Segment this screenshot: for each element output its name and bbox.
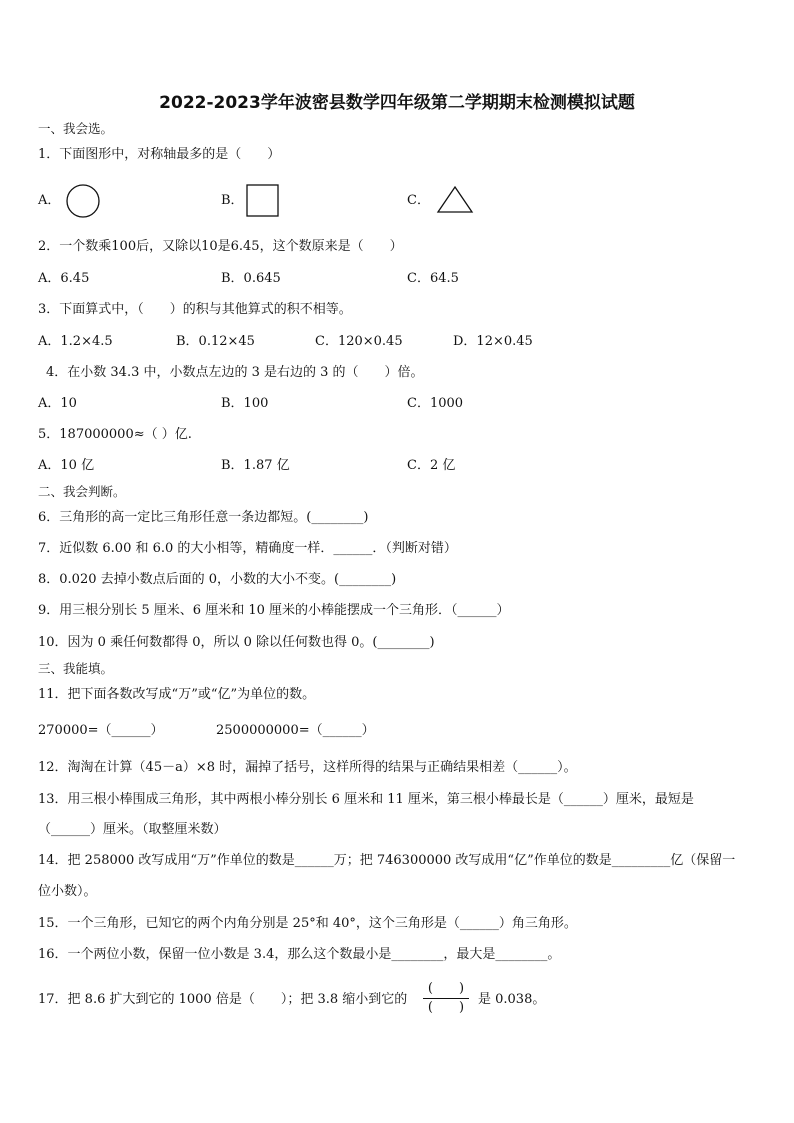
question-1-option-a: A． bbox=[38, 193, 61, 208]
question-2-option-a: A．6.45 bbox=[38, 271, 90, 286]
question-2-stem: 2．一个数乘100后，又除以10是6.45，这个数原来是（ ） bbox=[38, 239, 403, 254]
question-11-stem: 11．把下面各数改写成“万”或“亿”为单位的数。 bbox=[38, 687, 316, 702]
question-2-option-b: B．0.645 bbox=[221, 271, 281, 286]
question-8: 8．0.020 去掉小数点后面的 0，小数的大小不变。(________) bbox=[38, 572, 397, 587]
section-heading-judge: 二、我会判断。 bbox=[38, 484, 126, 499]
question-13-line2: （______）厘米。（取整厘米数） bbox=[38, 822, 227, 837]
question-3-option-b: B．0.12×45 bbox=[176, 334, 255, 349]
question-5-option-c: C．2 亿 bbox=[407, 458, 456, 473]
section-heading-fill: 三、我能填。 bbox=[38, 661, 114, 676]
question-11-item-a: 270000=（______） bbox=[38, 723, 164, 738]
question-17-part2: 是 0.038。 bbox=[478, 992, 546, 1007]
question-3-option-c: C．120×0.45 bbox=[315, 334, 403, 349]
question-11-item-b: 2500000000=（______） bbox=[216, 723, 375, 738]
question-1-stem: 1．下面图形中，对称轴最多的是（ ） bbox=[38, 147, 281, 162]
question-3-option-a: A．1.2×4.5 bbox=[38, 334, 113, 349]
triangle-icon bbox=[436, 185, 474, 215]
page-title: 2022-2023学年波密县数学四年级第二学期期末检测模拟试题 bbox=[159, 93, 635, 113]
question-15: 15．一个三角形，已知它的两个内角分别是 25°和 40°，这个三角形是（______）角三角形。 bbox=[38, 916, 577, 931]
question-17-part1: 17．把 8.6 扩大到它的 1000 倍是（ ）；把 3.8 缩小到它的 bbox=[38, 992, 408, 1007]
question-4-option-b: B．100 bbox=[221, 396, 269, 411]
question-5-option-b: B．1.87 亿 bbox=[221, 458, 290, 473]
question-4-stem: 4．在小数 34.3 中，小数点左边的 3 是右边的 3 的（ ）倍。 bbox=[46, 365, 424, 380]
question-4-option-c: C．1000 bbox=[407, 396, 464, 411]
question-4-option-a: A．10 bbox=[38, 396, 77, 411]
fraction-numerator-blank: ( ) bbox=[427, 981, 465, 996]
fraction-blank bbox=[421, 980, 471, 1016]
square-icon bbox=[246, 184, 280, 218]
question-5-stem: 5．187000000≈（ ）亿. bbox=[38, 427, 192, 442]
question-1-option-b: B． bbox=[221, 193, 244, 208]
fraction-denominator-blank: ( ) bbox=[427, 1000, 465, 1015]
question-13-line1: 13．用三根小棒围成三角形，其中两根小棒分别长 6 厘米和 11 厘米，第三根小棒最长是（______）厘米，最短是 bbox=[38, 792, 694, 807]
fraction-bar bbox=[423, 998, 469, 999]
question-6: 6．三角形的高一定比三角形任意一条边都短。(________) bbox=[38, 510, 369, 525]
question-9: 9．用三根分别长 5 厘米、6 厘米和 10 厘米的小棒能摆成一个三角形．（______） bbox=[38, 603, 510, 618]
question-10: 10．因为 0 乘任何数都得 0，所以 0 除以任何数也得 0。(________) bbox=[38, 635, 435, 650]
question-12: 12．淘淘在计算（45－a）×8 时，漏掉了括号，这样所得的结果与正确结果相差（______）。 bbox=[38, 760, 577, 775]
question-16: 16．一个两位小数，保留一位小数是 3.4，那么这个数最小是________，最大是________。 bbox=[38, 947, 561, 962]
section-heading-choice: 一、我会选。 bbox=[38, 121, 114, 136]
circle-icon bbox=[66, 184, 102, 218]
question-14-line1: 14．把 258000 改写成用“万”作单位的数是______万；把 746300000 改写成用“亿”作单位的数是_________亿（保留一 bbox=[38, 853, 736, 868]
question-2-option-c: C．64.5 bbox=[407, 271, 459, 286]
question-7: 7．近似数 6.00 和 6.0 的大小相等，精确度一样．______．（判断对错） bbox=[38, 541, 457, 556]
question-3-option-d: D．12×0.45 bbox=[453, 334, 533, 349]
question-5-option-a: A．10 亿 bbox=[38, 458, 95, 473]
question-1-option-c: C． bbox=[407, 193, 430, 208]
question-3-stem: 3．下面算式中，（ ）的积与其他算式的积不相等。 bbox=[38, 302, 352, 317]
question-14-line2: 位小数）。 bbox=[38, 884, 97, 899]
